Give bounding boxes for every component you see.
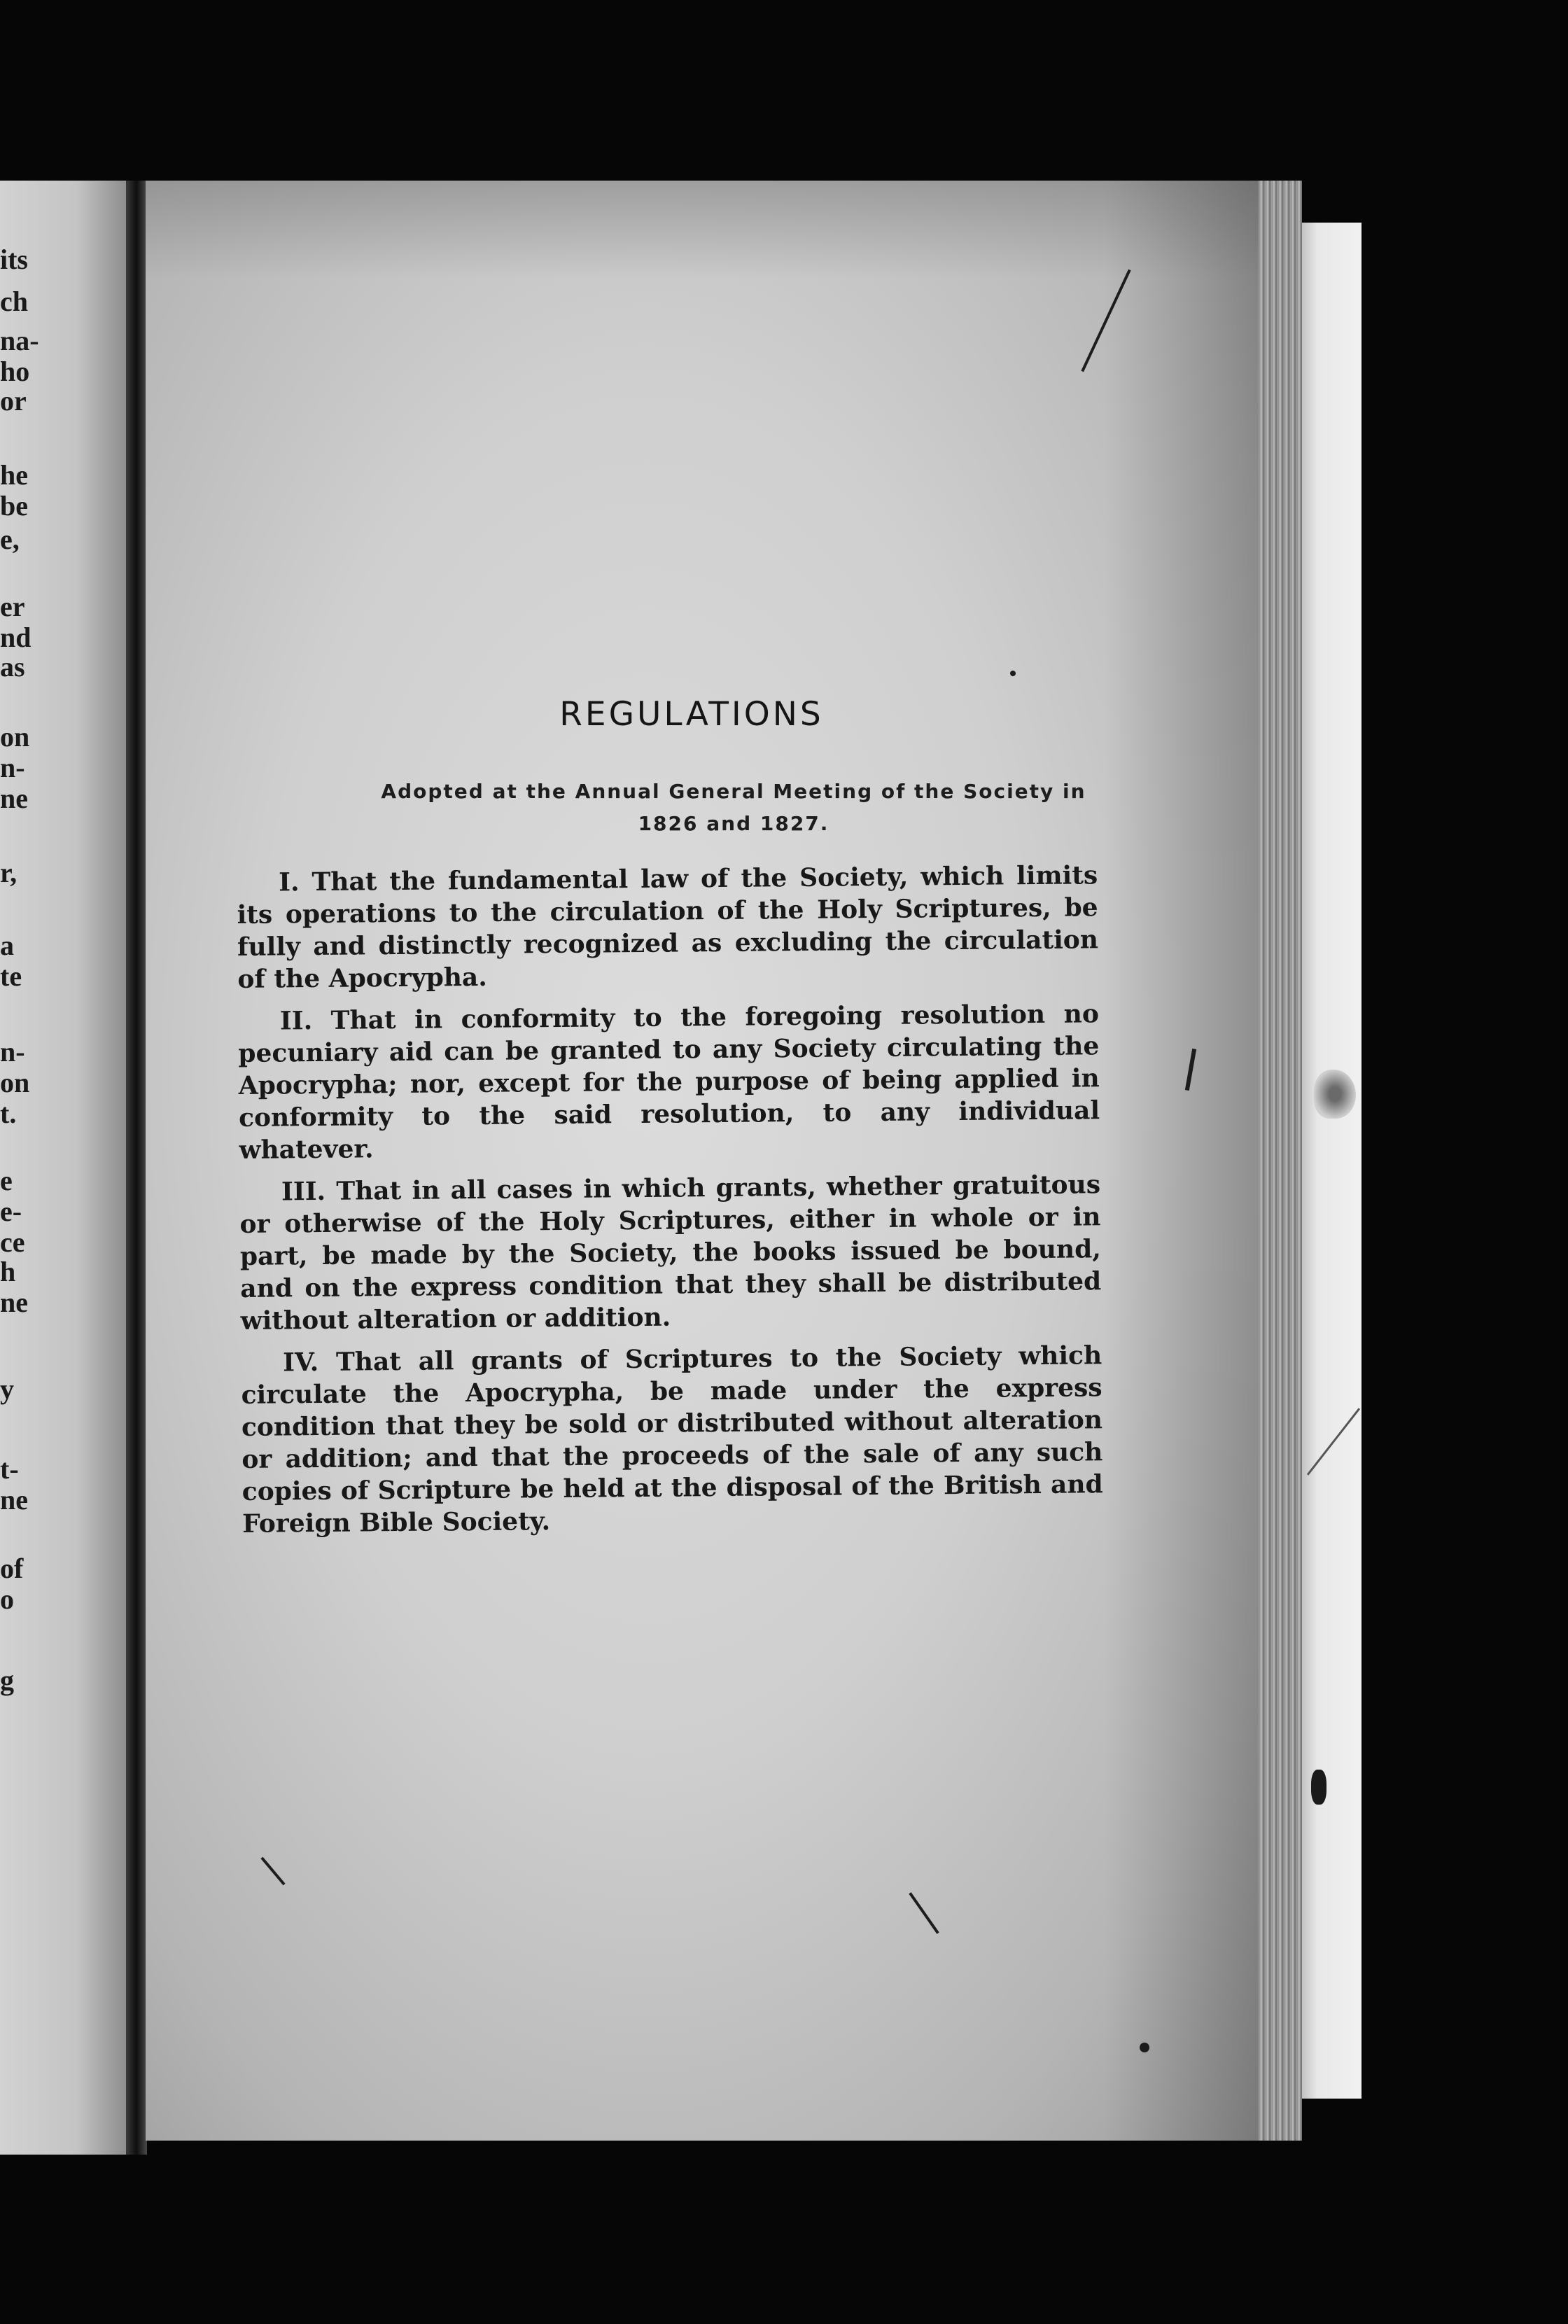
scratch-mark [260,1857,285,1886]
ink-dot [1140,2043,1149,2052]
regulation-paragraph: II. That in conformity to the foregoing resolution no pecuniary aid can be granted to any Society circulating the Apocrypha; nor, except for the purpose of being applied in conformity to the said resolution, to any individual whatever. [238,999,1100,1165]
left-page-text-fragment: ne [0,1287,28,1318]
left-page-text-fragment: he [0,459,28,491]
left-page-text-fragment: y [0,1373,14,1405]
left-page-text-fragment: te [0,960,22,992]
left-page-text-fragment: be [0,490,28,522]
left-page-text-fragment: na- [0,325,39,356]
main-page [146,181,1259,2141]
subtitle-line: Adopted at the Annual General Meeting of the Society in [381,780,1086,803]
left-page-text-fragment: ho [0,356,30,387]
ink-dot [1010,671,1016,676]
next-leaf-edge [1298,223,1362,2099]
left-page-text-fragment: its [0,244,28,275]
left-page-text-fragment: o [0,1583,14,1615]
left-page-text-fragment: n- [0,1036,25,1068]
left-page-text-fragment: g [0,1665,14,1696]
left-page-text-fragment: e [0,1165,13,1196]
left-page-text-fragment: e- [0,1196,22,1227]
left-page-text-fragment: h [0,1256,16,1287]
left-page-text-fragment: a [0,930,14,961]
ink-blot [1311,1770,1326,1805]
left-page-text-fragment: er [0,591,25,622]
page-edge-shading [1105,181,1259,2141]
regulation-paragraph: IV. That all grants of Scriptures to the Society which circulate the Apocrypha, be made under the express condition that they be sold or distributed without alteration or addition; and that the proceeds of the sale of any such copies of Scripture be held at the disposal of the British and Foreign Bible Society. [241,1340,1103,1539]
subtitle-line: 1826 and 1827. [638,812,830,835]
page-shadow [146,181,1259,279]
regulations-body [237,859,1103,1550]
left-page-text-fragment: on [0,1067,30,1098]
stain-mark [1314,1070,1356,1119]
scratch-mark [909,1892,939,1934]
book-gutter [126,181,147,2155]
left-page-text-fragment: t. [0,1098,17,1129]
left-facing-page [0,181,127,2155]
left-page-text-fragment: ne [0,783,28,814]
page-subtitle [251,776,1217,840]
left-page-text-fragment: on [0,721,30,752]
left-page-text-fragment: n- [0,752,25,783]
regulation-paragraph: I. That the fundamental law of the Society, which limits its operations to the circulation of the Holy Scriptures, be fully and distinctly recognized as excluding the circulation of the Apocrypha. [237,860,1099,994]
left-page-text-fragment: as [0,651,25,682]
left-page-text-fragment: nd [0,622,31,653]
left-page-text-fragment: r, [0,857,18,888]
crease-mark [1307,1408,1360,1475]
left-page-text-fragment: ne [0,1484,28,1516]
left-page-text-fragment: e, [0,524,20,555]
left-page-text-fragment: of [0,1553,24,1584]
left-page-text-fragment: t- [0,1453,19,1485]
regulation-paragraph: III. That in all cases in which grants, whether gratuitous or otherwise of the Holy Scriptures, either in whole or in part, be made by the Society, the books issued be bound, and on the express condition that they shall be distributed without alteration or addition. [239,1170,1102,1336]
page-stack-edge [1253,181,1302,2141]
left-page-text-fragment: or [0,385,27,416]
page-title: REGULATIONS [559,695,824,734]
left-page-text-fragment: ch [0,286,28,317]
left-page-text-fragment: ce [0,1226,25,1258]
